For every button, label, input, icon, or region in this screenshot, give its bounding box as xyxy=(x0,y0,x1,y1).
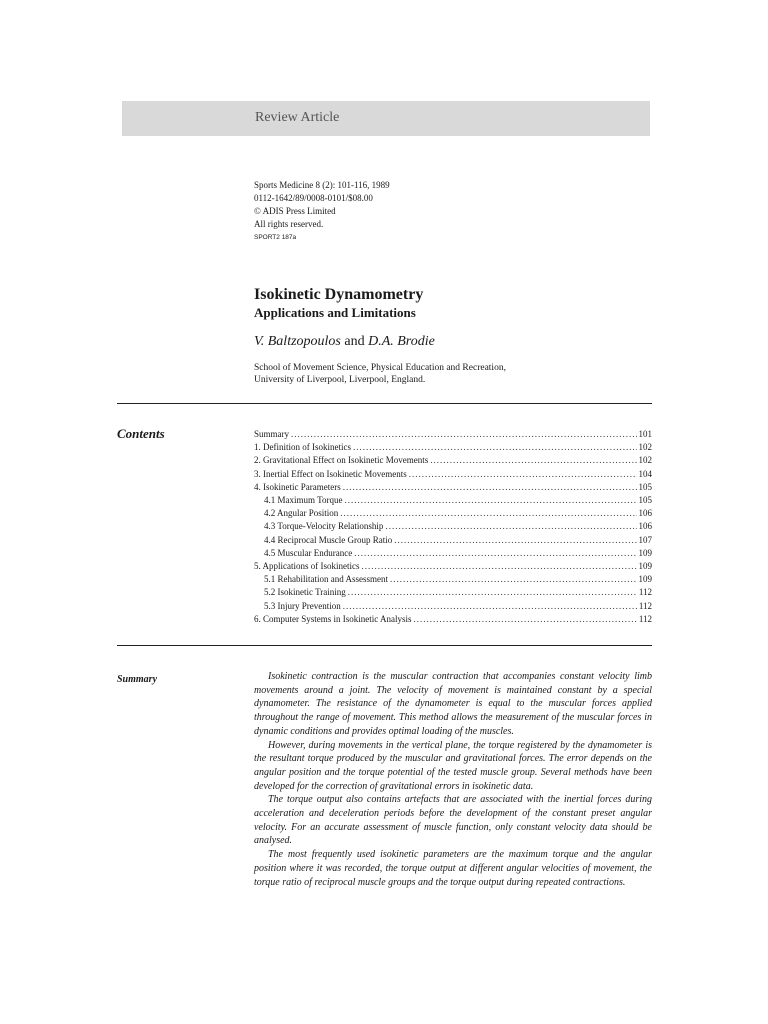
toc-leader-dots xyxy=(343,600,637,613)
toc-entry-label: 4.1 Maximum Torque xyxy=(264,495,343,506)
toc-entry xyxy=(254,600,652,613)
toc-entry xyxy=(254,560,652,573)
toc-entry xyxy=(254,468,652,481)
article-code: SPORT2 187a xyxy=(254,234,297,241)
article-title: Isokinetic Dynamometry xyxy=(254,286,424,303)
author-conjunction: and xyxy=(344,334,365,349)
rights-line: All rights reserved. xyxy=(254,219,324,229)
toc-entry-label: 6. Computer Systems in Isokinetic Analysis xyxy=(254,613,412,624)
toc-entry xyxy=(254,454,652,467)
toc-page-number: 106 xyxy=(638,508,652,519)
article-type-banner xyxy=(122,101,650,136)
toc-page-number: 102 xyxy=(638,442,652,453)
toc-entry xyxy=(254,534,652,547)
table-of-contents xyxy=(254,428,652,626)
article-type-label: Review Article xyxy=(255,110,340,125)
toc-leader-dots xyxy=(353,441,637,454)
toc-page-number: 112 xyxy=(638,600,652,611)
toc-leader-dots xyxy=(430,454,636,467)
article-subtitle: Applications and Limitations xyxy=(254,305,416,320)
summary-paragraph: However, during movements in the vertical plane, the torque registered by the dynamometer is the resultant torque produced by the muscular and gravitational forces. The error depends on the angular position and the torque potential of the tested muscle group. Several methods have been developed for the correction of gravitational errors in isokinetic data. xyxy=(254,739,652,792)
summary-paragraph: The most frequently used isokinetic parameters are the maximum torque and the angular position where it was recorded, the torque output at different angular velocities of movement, the torque ratio of reciprocal muscle groups and the torque output during repeated contractions. xyxy=(254,849,652,888)
toc-entry xyxy=(254,481,652,494)
toc-page-number: 109 xyxy=(638,574,652,585)
toc-leader-dots xyxy=(394,534,636,547)
toc-entry xyxy=(254,507,652,520)
toc-leader-dots xyxy=(385,520,636,533)
toc-entry xyxy=(254,441,652,454)
toc-page-number: 112 xyxy=(638,613,652,624)
toc-page-number: 107 xyxy=(638,534,652,545)
toc-entry xyxy=(254,586,652,599)
toc-leader-dots xyxy=(390,573,637,586)
toc-entry xyxy=(254,547,652,560)
toc-entry xyxy=(254,573,652,586)
toc-leader-dots xyxy=(348,586,637,599)
toc-entry-label: 4. Isokinetic Parameters xyxy=(254,481,341,492)
toc-leader-dots xyxy=(362,560,637,573)
author-line xyxy=(254,334,435,350)
toc-page-number: 105 xyxy=(638,481,652,492)
contents-heading: Contents xyxy=(117,426,165,441)
publication-info xyxy=(254,179,390,244)
summary-paragraph: The torque output also contains artefacts that are associated with the inertial forces during acceleration and deceleration periods before the development of the constant preset angular velocity. For an accurate assessment of muscle function, only constant velocity data should be analysed. xyxy=(254,794,652,847)
toc-page-number: 109 xyxy=(638,561,652,572)
toc-page-number: 101 xyxy=(638,429,652,439)
toc-entry-label: 1. Definition of Isokinetics xyxy=(254,442,351,453)
toc-entry-label: 5.2 Isokinetic Training xyxy=(264,587,346,598)
toc-entry-label: 4.2 Angular Position xyxy=(264,508,339,519)
affiliation xyxy=(254,362,506,386)
toc-page-number: 105 xyxy=(638,495,652,506)
toc-entry xyxy=(254,494,652,507)
toc-entry-label: Summary xyxy=(254,429,289,439)
toc-leader-dots xyxy=(414,613,637,626)
toc-leader-dots xyxy=(344,494,636,507)
toc-entry xyxy=(254,613,652,626)
copyright-line: © ADIS Press Limited xyxy=(254,206,336,216)
author-name: D.A. Brodie xyxy=(368,334,435,349)
toc-entry xyxy=(254,520,652,533)
toc-entry-label: 5.1 Rehabilitation and Assessment xyxy=(264,574,388,585)
affiliation-line: University of Liverpool, Liverpool, England. xyxy=(254,375,426,385)
summary-text xyxy=(254,670,652,889)
toc-page-number: 112 xyxy=(638,587,652,598)
divider xyxy=(117,645,652,646)
toc-page-number: 104 xyxy=(638,468,652,479)
toc-leader-dots xyxy=(409,468,637,481)
toc-entry-label: 5. Applications of Isokinetics xyxy=(254,561,360,572)
divider xyxy=(117,403,652,404)
summary-heading: Summary xyxy=(117,674,158,685)
toc-entry-label: 3. Inertial Effect on Isokinetic Movements xyxy=(254,468,407,479)
affiliation-line: School of Movement Science, Physical Education and Recreation, xyxy=(254,363,506,373)
summary-paragraph: Isokinetic contraction is the muscular contraction that accompanies constant velocity limb movements around a joint. The velocity of movement is maintained constant by a special dynamometer. The resistance of the dynamometer is equal to the muscular forces applied throughout the range of movement. This method allows the measurement of the muscular forces in dynamic conditions and provides optimal loading of the muscles. xyxy=(254,671,652,737)
toc-entry-label: 4.3 Torque-Velocity Relationship xyxy=(264,521,384,532)
toc-entry-label: 4.5 Muscular Endurance xyxy=(264,547,353,558)
toc-entry-label: 2. Gravitational Effect on Isokinetic Movements xyxy=(254,455,429,466)
author-name: V. Baltzopoulos xyxy=(254,334,341,349)
toc-leader-dots xyxy=(343,481,637,494)
toc-leader-dots xyxy=(291,428,637,441)
toc-page-number: 109 xyxy=(638,547,652,558)
journal-citation: Sports Medicine 8 (2): 101-116, 1989 xyxy=(254,180,390,190)
toc-page-number: 102 xyxy=(638,455,652,466)
issn-line: 0112-1642/89/0008-0101/$08.00 xyxy=(254,193,373,203)
toc-entry xyxy=(254,428,652,441)
toc-entry-label: 4.4 Reciprocal Muscle Group Ratio xyxy=(264,534,393,545)
toc-leader-dots xyxy=(354,547,636,560)
toc-page-number: 106 xyxy=(638,521,652,532)
toc-leader-dots xyxy=(340,507,636,520)
toc-entry-label: 5.3 Injury Prevention xyxy=(264,600,341,611)
